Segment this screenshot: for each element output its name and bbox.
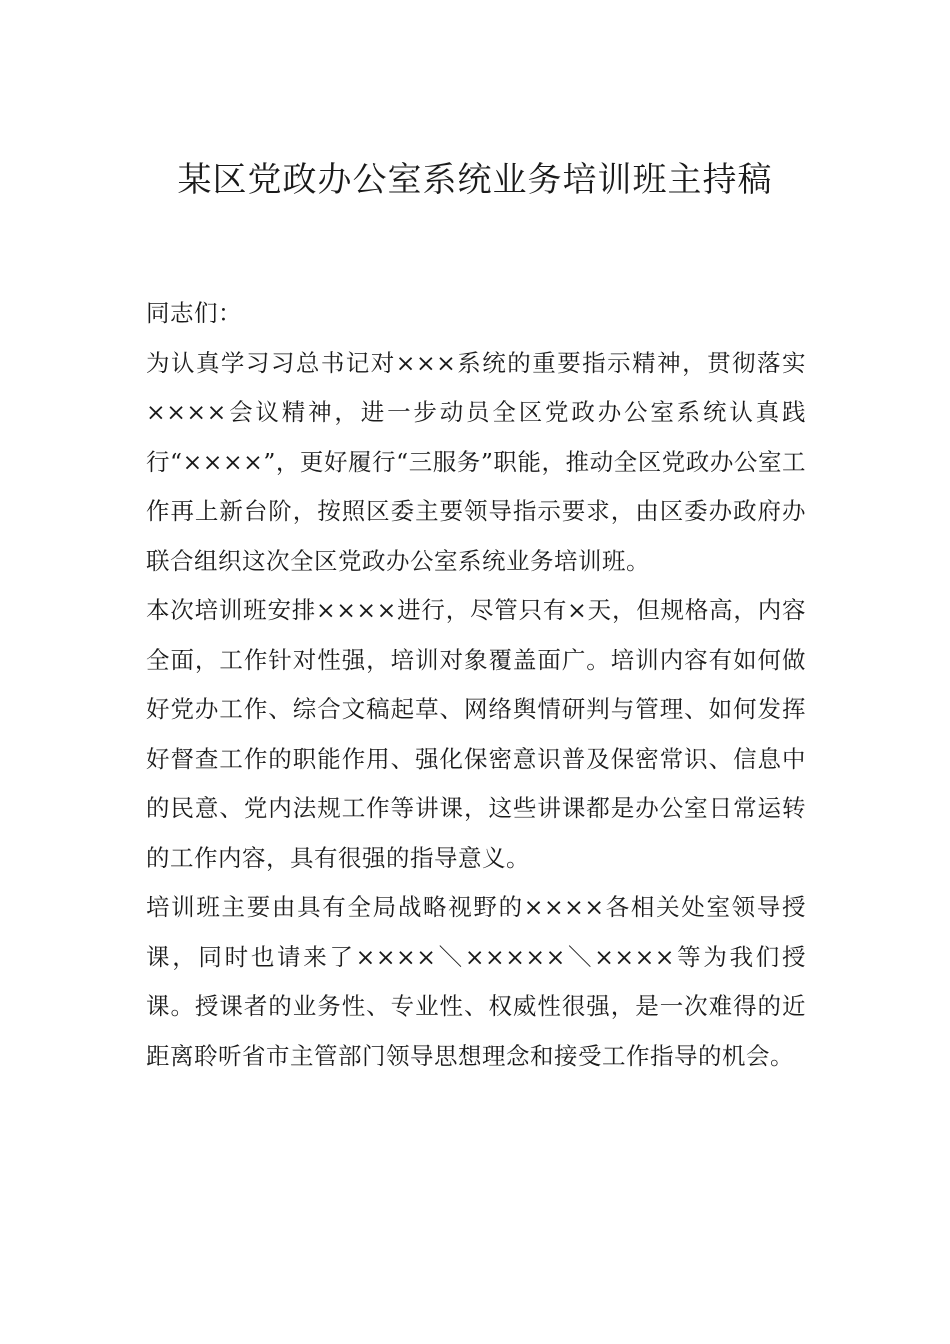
paragraph: 为认真学习习总书记对×××系统的重要指示精神，贯彻落实××××会议精神，进一步动员全区党政办公室系统认真践行“××××”，更好履行“三服务”职能，推动全区党政办公室工作再上新台阶，按照区委主要领导指示要求，由区委办政府办联合组织这次全区党政办公室系统业务培训班。	[146, 348, 806, 575]
document-body	[146, 289, 806, 1081]
salutation: 同志们：	[146, 299, 242, 327]
paragraph: 本次培训班安排××××进行，尽管只有×天，但规格高，内容全面，工作针对性强，培训对象覆盖面广。培训内容有如何做好党办工作、综合文稿起草、网络舆情研判与管理、如何发挥好督查工作的职能作用、强化保密意识普及保密常识、信息中的民意、党内法规工作等讲课，这些讲课都是办公室日常运转的工作内容，具有很强的指导意义。	[146, 596, 806, 872]
paragraph: 培训班主要由具有全局战略视野的××××各相关处室领导授课，同时也请来了××××＼×××××＼××××等为我们授课。授课者的业务性、专业性、权威性很强，是一次难得的近距离聆听省市主管部门领导思想理念和接受工作指导的机会。	[146, 893, 806, 1070]
document-title: 某区党政办公室系统业务培训班主持稿	[177, 160, 773, 200]
